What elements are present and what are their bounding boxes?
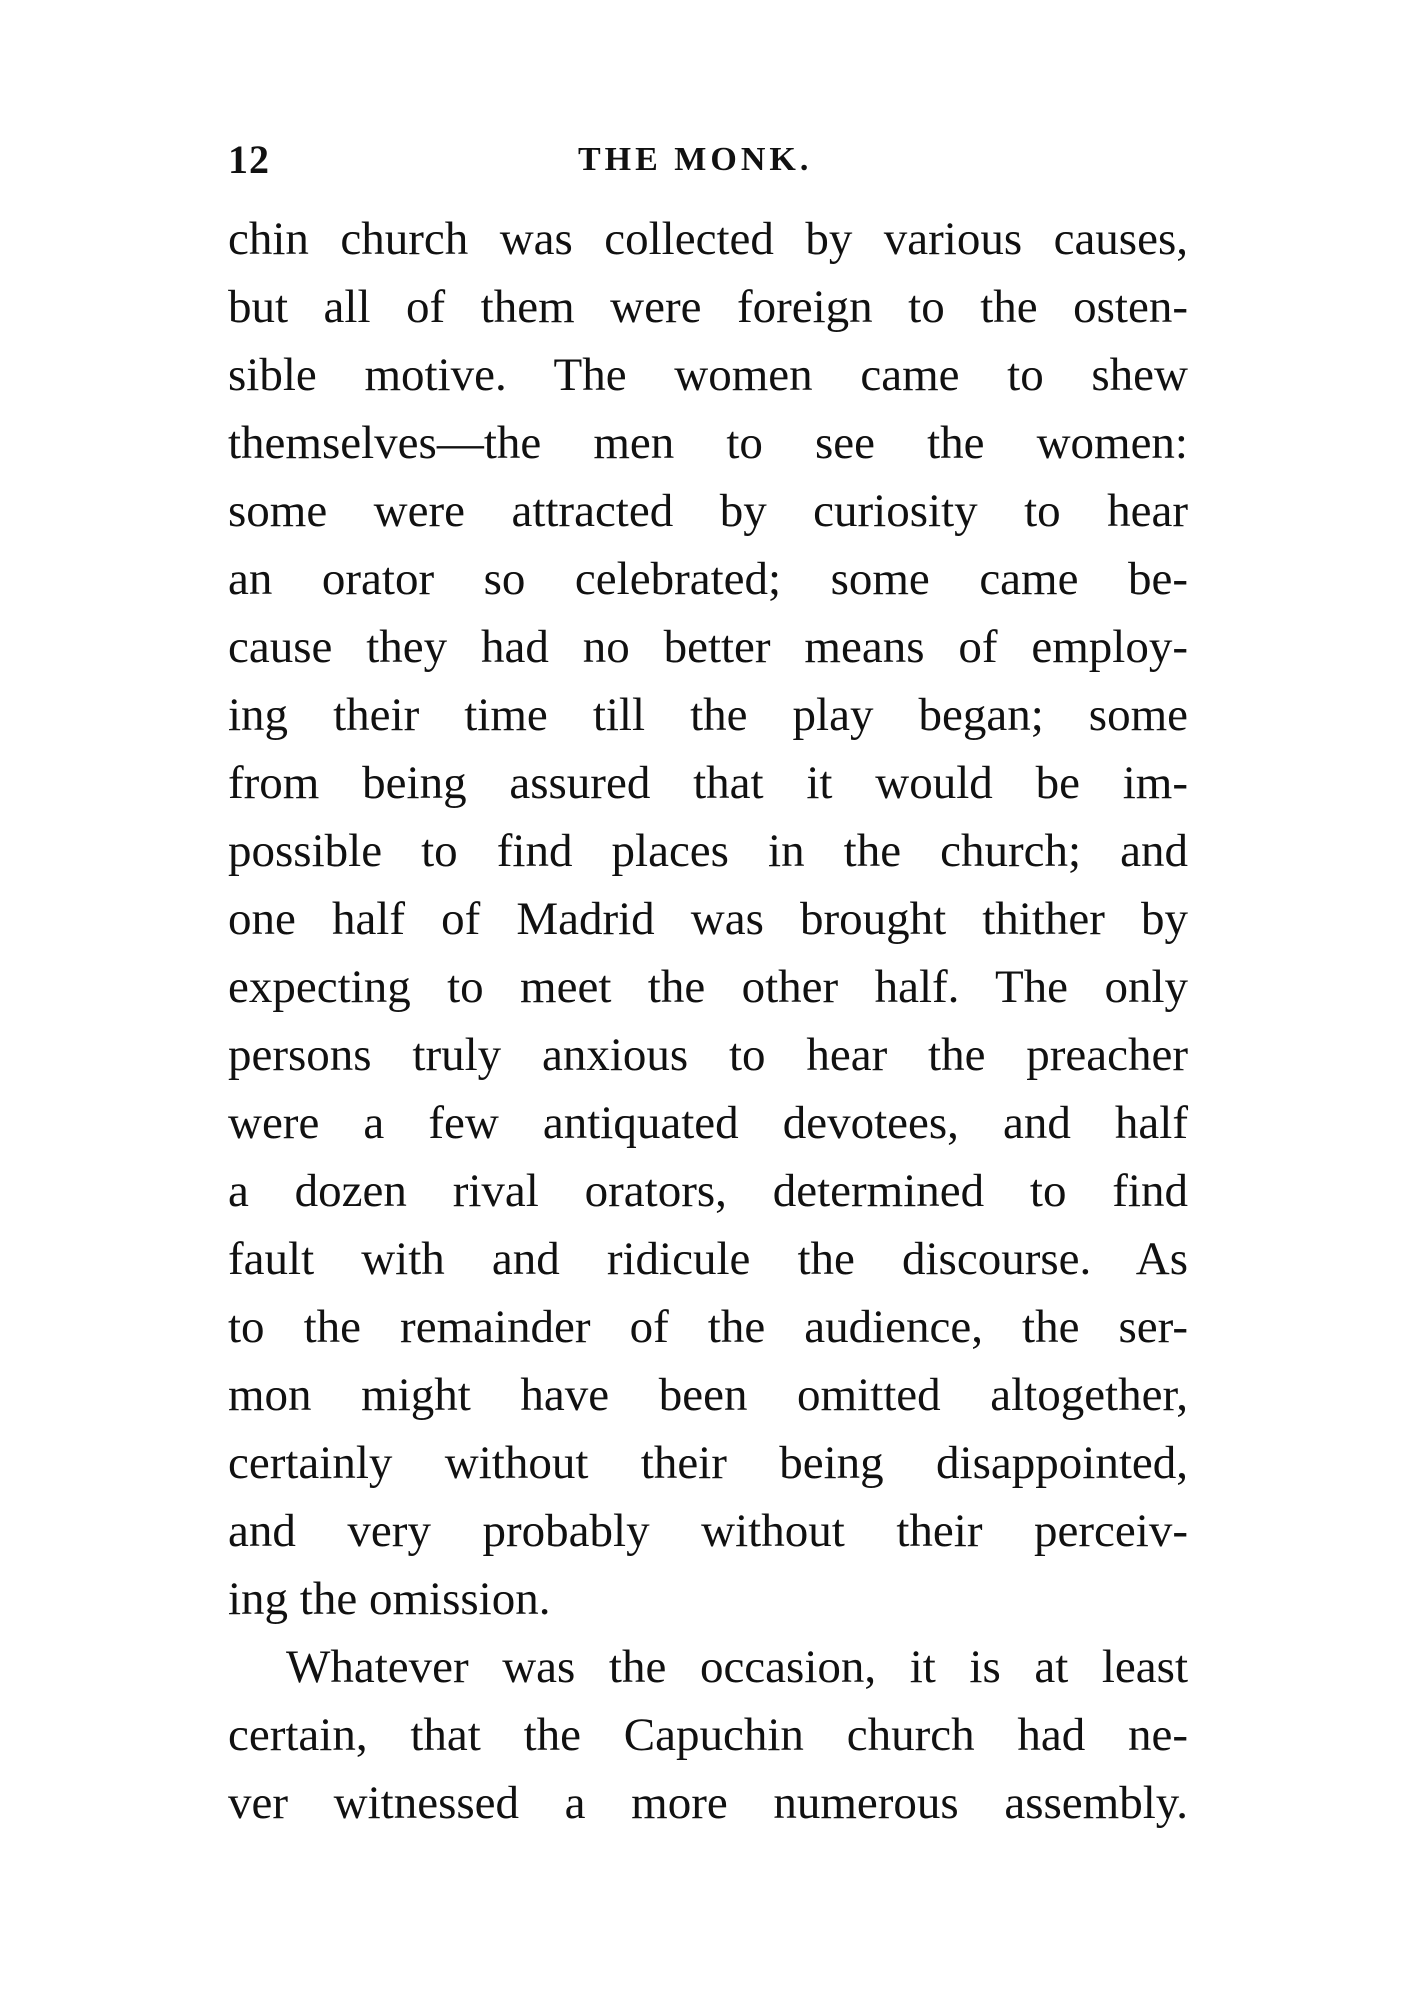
text-line: themselves—the men to see the women: bbox=[228, 417, 1188, 469]
text-line: but all of them were foreign to the osten- bbox=[228, 281, 1188, 333]
text-line: certainly without their being disappointed, bbox=[228, 1437, 1188, 1489]
text-line: persons truly anxious to hear the preacher bbox=[228, 1029, 1188, 1081]
running-title: THE MONK. bbox=[578, 141, 813, 178]
text-line: a dozen rival orators, determined to find bbox=[228, 1165, 1188, 1217]
text-line: some were attracted by curiosity to hear bbox=[228, 485, 1188, 537]
text-line: and very probably without their perceiv- bbox=[228, 1505, 1188, 1557]
text-line: ing their time till the play began; some bbox=[228, 689, 1188, 741]
text-line: ing the omission. bbox=[228, 1573, 551, 1625]
text-line: sible motive. The women came to shew bbox=[228, 349, 1188, 401]
text-line: to the remainder of the audience, the ser- bbox=[228, 1301, 1188, 1353]
text-line: certain, that the Capuchin church had ne- bbox=[228, 1709, 1188, 1761]
body-text bbox=[228, 205, 1188, 1837]
page-number: 12 bbox=[228, 137, 270, 182]
text-line: expecting to meet the other half. The only bbox=[228, 961, 1188, 1013]
text-line: fault with and ridicule the discourse. As bbox=[228, 1233, 1188, 1285]
text-line: one half of Madrid was brought thither by bbox=[228, 893, 1188, 945]
text-line: were a few antiquated devotees, and half bbox=[228, 1097, 1188, 1149]
paragraph-1 bbox=[228, 205, 1188, 1633]
paragraph-2 bbox=[228, 1633, 1188, 1837]
text-line: an orator so celebrated; some came be- bbox=[228, 553, 1188, 605]
text-line: cause they had no better means of employ- bbox=[228, 621, 1188, 673]
text-line: mon might have been omitted altogether, bbox=[228, 1369, 1188, 1421]
text-line: possible to find places in the church; and bbox=[228, 825, 1188, 877]
text-line: chin church was collected by various causes, bbox=[228, 213, 1188, 265]
text-line: from being assured that it would be im- bbox=[228, 757, 1188, 809]
text-line: Whatever was the occasion, it is at least bbox=[286, 1641, 1188, 1693]
text-line: ver witnessed a more numerous assembly. bbox=[228, 1777, 1188, 1829]
page-header bbox=[228, 130, 1188, 190]
